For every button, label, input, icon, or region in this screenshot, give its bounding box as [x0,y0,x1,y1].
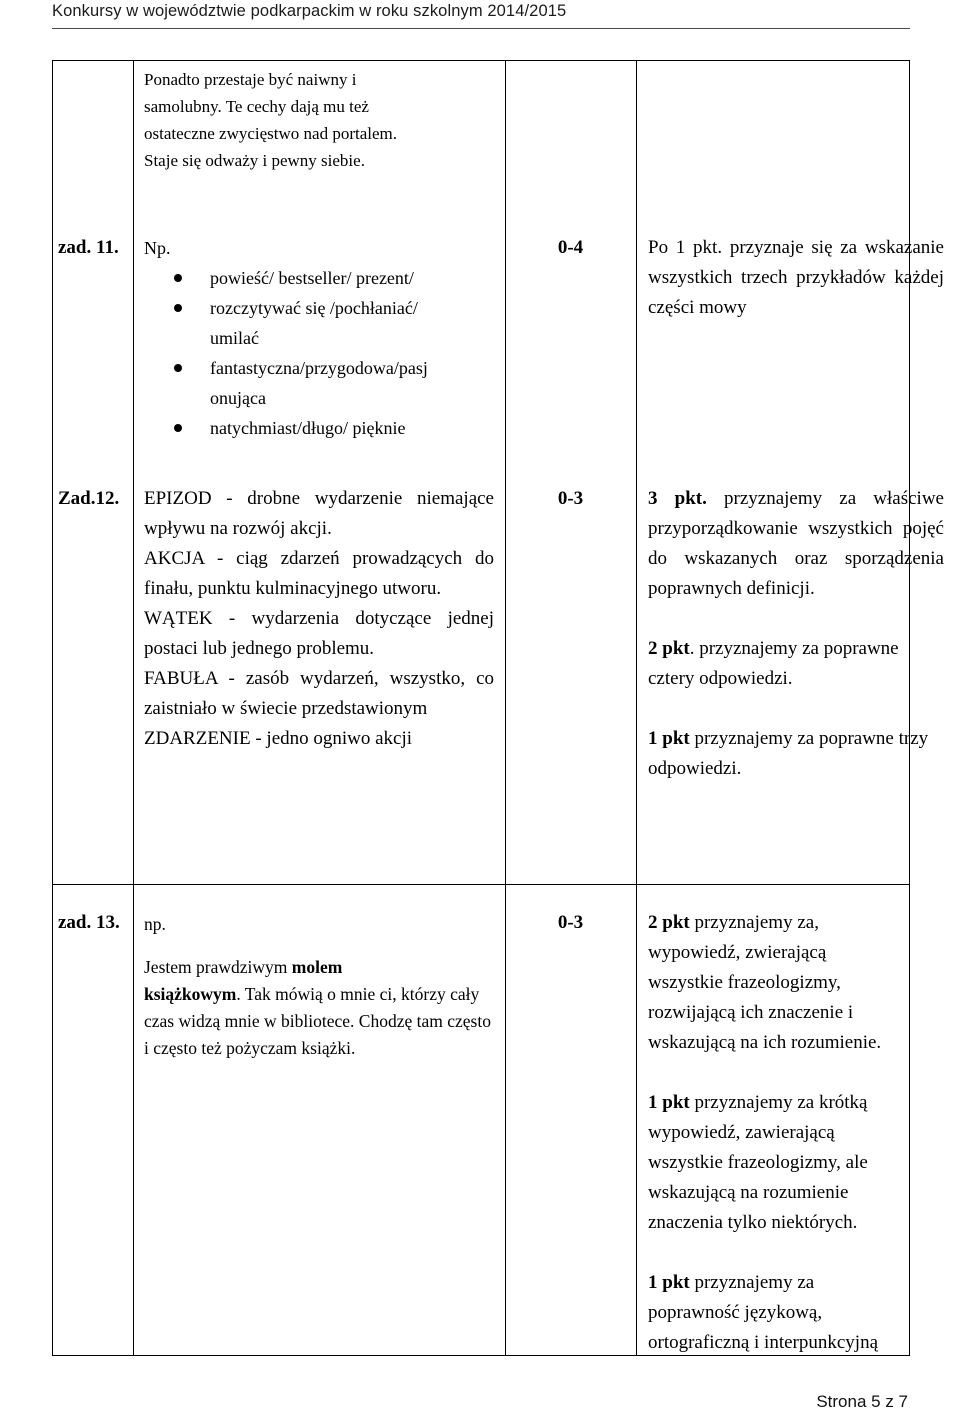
scoring-text: przyznajemy za właściwe przyporządkowanie wszystkich pojęć do wskazanych oraz sporządzenia poprawnych definicji. [648,488,944,599]
scoring-rule-2pkt [648,634,944,694]
bullet-text-continued: onująca [210,388,266,408]
scoring-line: wypowiedź, zawierającą [648,1122,835,1143]
scoring-line: wskazującą na rozumienie [648,1182,849,1203]
table-col-rule-3 [636,60,637,1356]
answer-line: ostateczne zwycięstwo nad portalem. [144,124,398,143]
answer-text-part: . Tak mówią o mnie ci, którzy cały czas widzą mnie w bibliotece. Chodzę tam często i często też pożyczam książki. [144,984,491,1058]
bullet-text: rozczytywać się /pochłaniać/ [210,298,418,318]
scoring-line: wskazującą na ich rozumienie. [648,1032,882,1053]
scoring-line: rozwijającą ich znaczenie i [648,1002,854,1023]
bullet-item [144,323,494,353]
points-label: 3 pkt. [648,488,707,509]
header-rule [52,28,910,29]
scoring-rule-1pkt [648,724,944,784]
points-label: 1 pkt [648,1092,690,1113]
definition-zdarzenie: ZDARZENIE - jedno ogniwo akcji [144,728,413,749]
table-rule-top [52,60,910,61]
answer-bullet-list [144,263,494,443]
bullet-icon [174,424,182,432]
scoring-rule-3pkt [648,484,944,604]
scoring-rule-2pkt [648,908,944,1058]
table-col-rule-0 [52,60,53,1356]
scoring-text: przyznajemy za poprawne trzy odpowiedzi. [648,728,929,779]
row13-scoring [648,908,944,1358]
scoring-line: poprawność językową, [648,1302,823,1323]
answer-line: Staje się odważy i pewny siebie. [144,151,365,170]
answer-intro: Np. [144,238,171,258]
task-number: zad. 11. [58,237,119,258]
definition-fabula: FABUŁA - zasób wydarzeń, wszystko, co zaistniało w świecie przedstawionym [144,668,494,719]
definition-watek: WĄTEK - wydarzenia dotyczące jednej postaci lub jednego problemu. [144,608,494,659]
task-number: Zad.12. [58,488,120,509]
answer-line: Ponadto przestaje być naiwny i [144,70,357,89]
points-label: 2 pkt [648,912,690,933]
scoring-rule-1pkt-language [648,1268,944,1358]
phrase-bold: książkowym [144,984,237,1004]
answer-line: samolubny. Te cechy dają mu też [144,97,369,116]
scoring-line: przyznajemy za [689,1272,815,1293]
scoring-line: wszystkie frazeologizmy, ale [648,1152,868,1173]
row12-scoring [648,484,944,784]
bullet-icon [174,364,182,372]
scoring-text: Po 1 pkt. przyznaje się za wskazanie wszystkich trzech przykładów każdej części mowy [648,237,944,318]
scoring-text: . przyznajemy za poprawne cztery odpowiedzi. [648,638,899,689]
definition-akcja: AKCJA - ciąg zdarzeń prowadzących do finału, punktu kulminacyjnego utworu. [144,548,494,599]
table-rule-row13 [52,884,910,885]
bullet-text: umilać [210,328,259,348]
points-range: 0-3 [557,488,584,509]
scoring-line: wszystkie frazeologizmy, [648,972,841,993]
page-header: Konkursy w województwie podkarpackim w roku szkolnym 2014/2015 [52,2,567,20]
bullet-text: natychmiast/długo/ pięknie [210,418,406,438]
scoring-line: wypowiedź, zwierającą [648,942,827,963]
scoring-line: znaczenia tylko niektórych. [648,1212,858,1233]
table-col-rule-1 [133,60,134,1356]
points-range: 0-3 [557,912,584,933]
bullet-item [144,413,494,443]
phrase-bold: molem [291,957,343,977]
row11-answer [144,233,494,443]
points-label: 1 pkt [648,728,690,749]
bullet-item [144,353,494,413]
task-number: zad. 13. [58,912,120,933]
answer-text-part: Jestem prawdziwym [144,957,292,977]
bullet-icon [174,274,182,282]
answer-intro: np. [144,914,166,934]
points-range: 0-4 [557,237,584,258]
row12-answer [144,484,494,754]
scoring-rule-1pkt-short [648,1088,944,1238]
scoring-line: przyznajemy za krótką [689,1092,868,1113]
bullet-icon [174,304,182,312]
answer-text [144,954,494,1062]
page-number: Strona 5 z 7 [816,1392,908,1411]
row13-answer [144,911,494,1062]
scoring-line: ortograficzną i interpunkcyjną [648,1332,879,1353]
bullet-text: powieść/ bestseller/ prezent/ [210,268,414,288]
bullet-text: fantastyczna/przygodowa/pasj [210,358,428,378]
points-label: 1 pkt [648,1272,690,1293]
bullet-item [144,263,494,293]
bullet-item [144,293,494,323]
points-label: 2 pkt [648,638,690,659]
scoring-line: przyznajemy za, [689,912,819,933]
row-prev-answer [144,66,494,174]
definition-epizod: EPIZOD - drobne wydarzenie niemające wpływu na rozwój akcji. [144,488,494,539]
